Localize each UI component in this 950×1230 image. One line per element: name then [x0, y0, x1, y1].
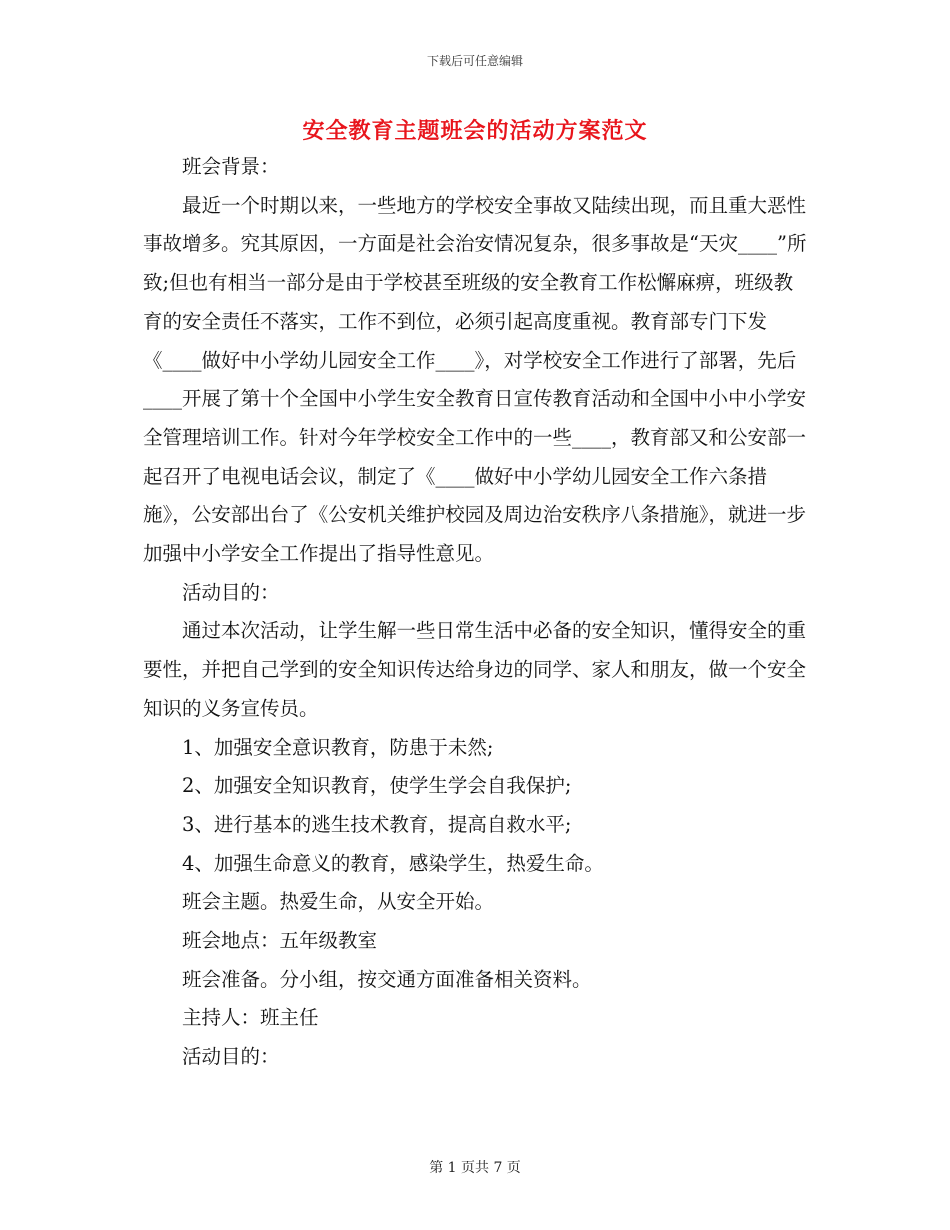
- host-line: 主持人：班主任: [182, 1006, 319, 1030]
- preparation-line: 班会准备。分小组，按交通方面准备相关资料。: [182, 967, 592, 991]
- list-item-1: 1、加强安全意识教育，防患于未然;: [182, 735, 494, 759]
- document-title: 安全教育主题班会的活动方案范文: [302, 118, 648, 144]
- background-heading: 班会背景：: [182, 155, 280, 178]
- location-line: 班会地点：五年级教室: [182, 929, 378, 953]
- theme-line: 班会主题。热爱生命，从安全开始。: [182, 890, 495, 914]
- list-item-3: 3、进行基本的逃生技术教育，提高自救水平;: [182, 812, 572, 836]
- purpose-heading-2: 活动目的：: [182, 1045, 280, 1069]
- list-item-4: 4、加强生命意义的教育，感染学生，热爱生命。: [182, 851, 604, 875]
- document-body: [143, 148, 807, 1077]
- purpose-heading: 活动目的：: [182, 580, 280, 604]
- purpose-paragraph: 通过本次活动，让学生解一些日常生活中必备的安全知识，懂得安全的重要性，并把自己学到的安全知识传达给身边的同学、家人和朋友，做一个安全知识的义务宣传员。: [143, 619, 807, 720]
- page-header: 下载后可任意编辑: [426, 54, 523, 68]
- list-item-2: 2、加强安全知识教育，使学生学会自我保护;: [182, 774, 572, 798]
- page-number: 第 1 页共 7 页: [429, 1160, 521, 1176]
- background-paragraph: 最近一个时期以来，一些地方的学校安全事故又陆续出现，而且重大恶性事故增多。究其原因，一方面是社会治安情况复杂，很多事故是“天灾____”所致;但也有相当一部分是由于学校甚至班级的安全教育工作松懈麻痹，班级教育的安全责任不落实，工作不到位，必须引起高度重视。教育部专门下发《____做好中小学幼儿园安全工作____》，对学校安全工作进行了部署，先后____开展了第十个全国中小学生安全教育日宣传教育活动和全国中小中小学安全管理培训工作。针对今年学校安全工作中的一些____，教育部又和公安部一起召开了电视电话会议，制定了《____做好中小学幼儿园安全工作六条措施》，公安部出台了《公安机关维护校园及周边治安秩序八条措施》，就进一步加强中小学安全工作提出了指导性意见。: [143, 193, 807, 566]
